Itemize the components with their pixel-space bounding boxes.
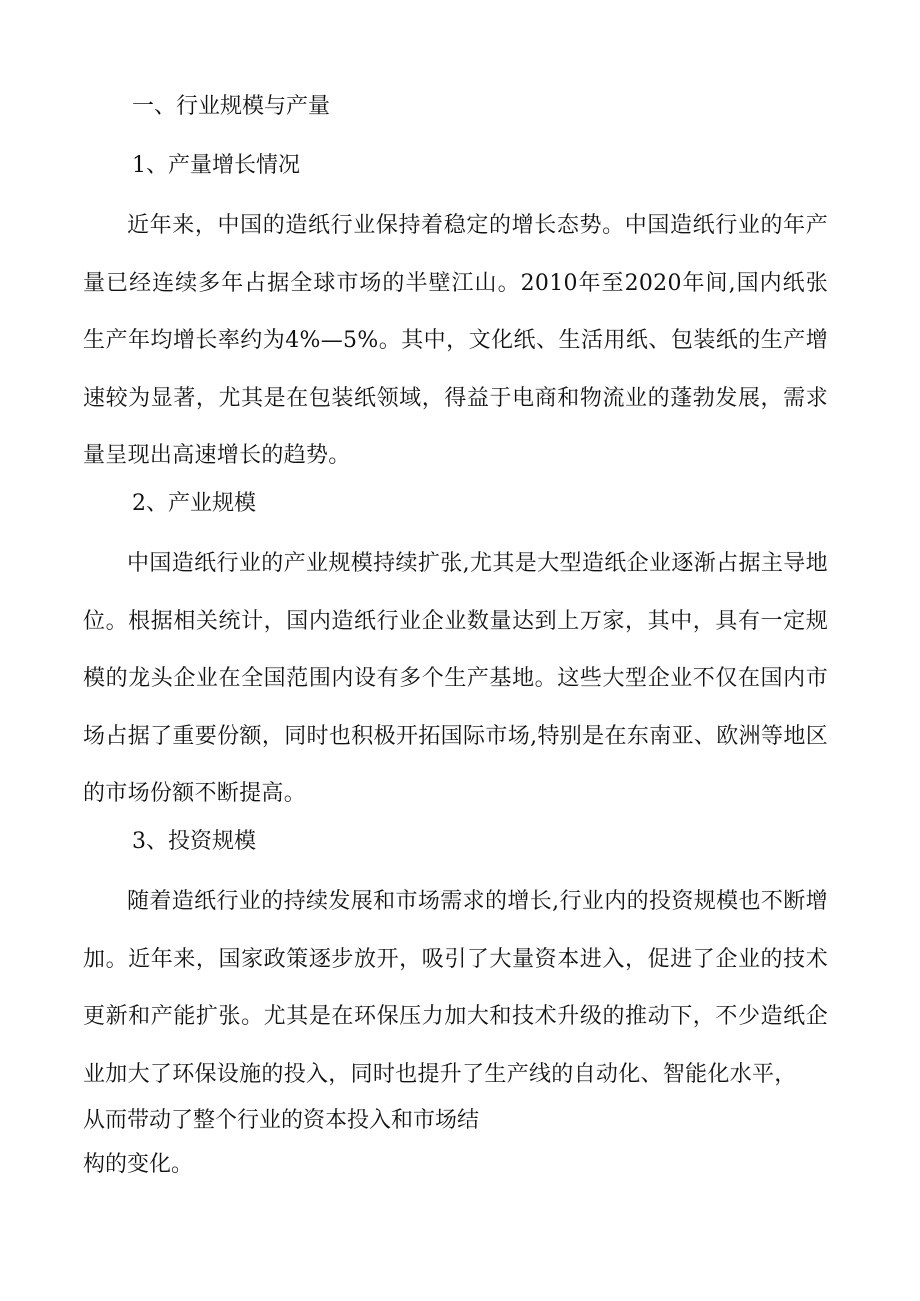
subsection-heading-production-growth: 1、产量增长情况 [132,153,300,178]
paragraph-industry-scale: 中国造纸行业的产业规模持续扩张,尤其是大型造纸企业逐渐占据主导地位。根据相关统计，国内造纸行业企业数量达到上万家，其中，具有一定规模的龙头企业在全国范围内设有多个生产基地。这些大型企业不仅在国内市场占据了重要份额，同时也积极开拓国际市场,特别是在东南亚、欧洲等地区的市场份额不断提高。 [83,551,828,807]
section-title: 一、行业规模与产量 [132,94,331,119]
paragraph-investment-scale: 随着造纸行业的持续发展和市场需求的增长,行业内的投资规模也不断增加。近年来，国家政策逐步放开，吸引了大量资本进入，促进了企业的技术更新和产能扩张。尤其是在环保压力加大和技术升级的推动下，不少造纸企业加大了环保设施的投入，同时也提升了生产线的自动化、智能化水平， [83,889,828,1087]
paragraph-investment-tail-line-1: 从而带动了整个行业的资本投入和市场结 [83,1108,480,1133]
paragraph-production-growth: 近年来，中国的造纸行业保持着稳定的增长态势。中国造纸行业的年产量已经连续多年占据全球市场的半壁江山。2010年至2020年间,国内纸张生产年均增长率约为4%—5%。其中，文化纸、生活用纸、包装纸的生产增速较为显著，尤其是在包装纸领域，得益于电商和物流业的蓬勃发展，需求量呈现出高速增长的趋势。 [83,213,828,469]
subsection-heading-industry-scale: 2、产业规模 [132,491,256,516]
subsection-heading-investment-scale: 3、投资规模 [132,829,256,854]
paragraph-investment-tail-line-2: 构的变化。 [83,1152,194,1177]
